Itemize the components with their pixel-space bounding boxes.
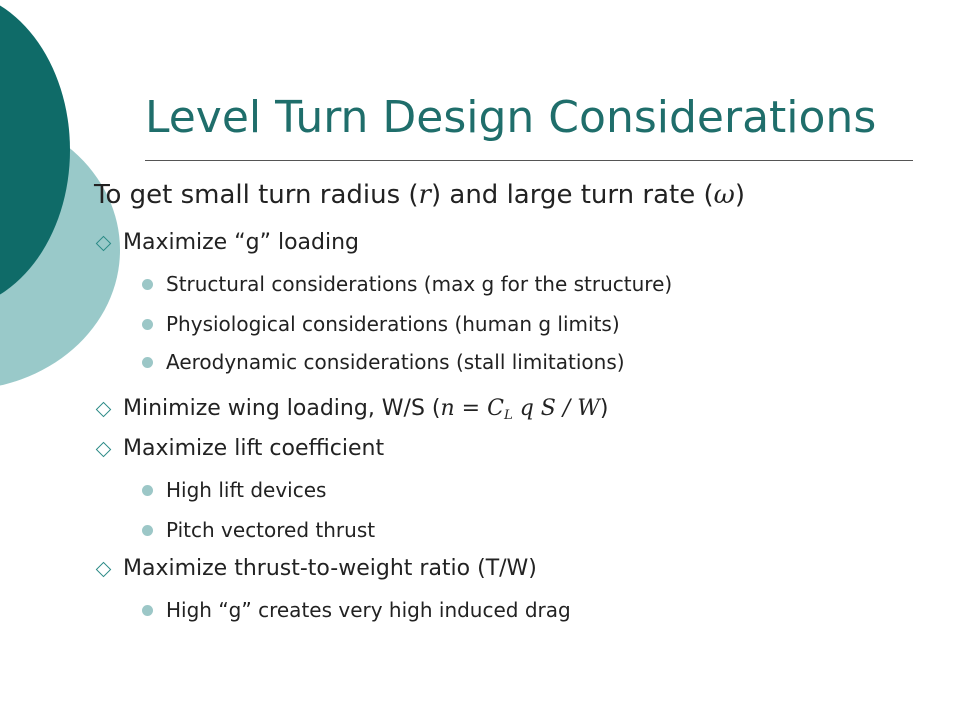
- dot-bullet-icon: [142, 525, 153, 536]
- sub-bullet-text: Pitch vectored thrust: [166, 518, 376, 542]
- dot-bullet-icon: [142, 279, 153, 290]
- formula-subscript: L: [503, 407, 513, 423]
- lead-text-part-2: ) and large turn rate (: [430, 180, 714, 210]
- slide-title: Level Turn Design Considerations: [145, 92, 877, 143]
- lead-text-part-3: ): [734, 180, 745, 210]
- lead-text: [94, 180, 745, 210]
- bullet-text: [123, 396, 608, 423]
- bullet-text: Maximize “g” loading: [123, 230, 360, 255]
- sub-bullet-text: Structural considerations (max g for the structure): [166, 272, 673, 296]
- load-factor-formula: [441, 396, 600, 421]
- dot-bullet-icon: [142, 605, 153, 616]
- dot-bullet-icon: [142, 357, 153, 368]
- hollow-diamond-bullet-icon: [96, 402, 112, 418]
- bullet-text: Maximize thrust-to-weight ratio (T/W): [123, 556, 537, 581]
- hollow-diamond-bullet-icon: [96, 562, 112, 578]
- title-divider: [145, 160, 913, 161]
- sub-bullet-text: High lift devices: [166, 478, 327, 502]
- formula-part-b: q S / W: [512, 396, 600, 421]
- formula-part-a: n = C: [440, 396, 504, 421]
- radius-symbol: r: [418, 180, 431, 210]
- bullet-text-close: ): [599, 396, 609, 421]
- sub-bullet-text: High “g” creates very high induced drag: [166, 598, 571, 622]
- hollow-diamond-bullet-icon: [96, 442, 112, 458]
- bullet-text-main: Minimize wing loading, W/S (: [123, 396, 441, 421]
- omega-symbol: ω: [713, 180, 735, 210]
- lead-text-part-1: To get small turn radius (: [94, 180, 419, 210]
- dot-bullet-icon: [142, 485, 153, 496]
- sub-bullet-text: Aerodynamic considerations (stall limitations): [166, 350, 625, 374]
- sub-bullet-text: Physiological considerations (human g limits): [166, 312, 620, 336]
- bullet-text: Maximize lift coefficient: [123, 436, 385, 461]
- dot-bullet-icon: [142, 319, 153, 330]
